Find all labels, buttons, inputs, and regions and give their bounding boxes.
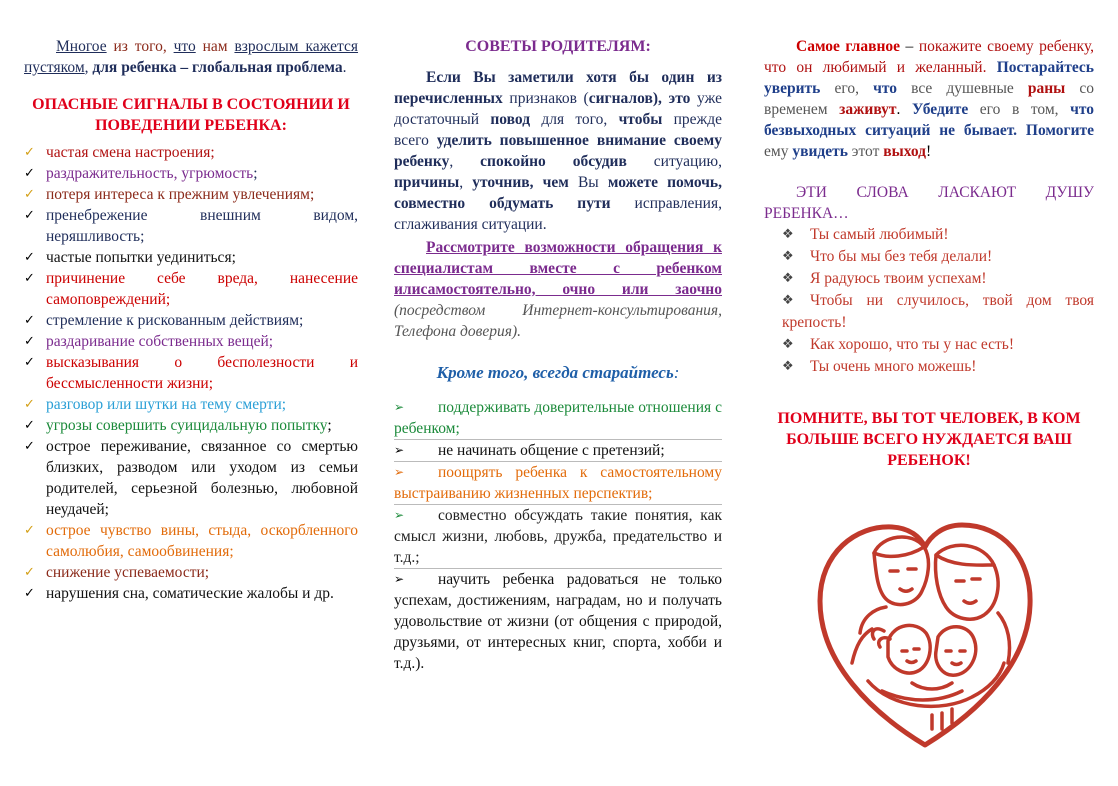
signal-text: разговор или шутки на тему смерти; <box>46 396 287 413</box>
main-bold: заживут <box>839 101 897 118</box>
advice-text: Вы <box>568 174 608 191</box>
intro-word-what: что <box>173 38 196 55</box>
signal-text: причинение себе вреда, нанесение самоповреждений; <box>46 270 358 308</box>
family-heart-logo <box>812 513 1038 753</box>
main-bold: что <box>873 80 897 97</box>
advice-bold: можете помочь, совместно обдумать пути <box>394 174 722 212</box>
danger-signals-list <box>24 142 358 604</box>
advice-bold: спокойно обсудив <box>480 153 627 170</box>
kind-word-text: Что бы мы без тебя делали! <box>810 248 993 265</box>
list-item <box>24 562 358 583</box>
main-bold: Убедите <box>911 101 969 118</box>
diamond-icon: ❖ <box>782 249 794 264</box>
list-item <box>24 205 358 247</box>
tip-text: поощрять ребенка к самостоятельному выстраиванию жизненных перспектив; <box>394 464 722 502</box>
check-icon: ✓ <box>24 271 35 286</box>
check-icon: ✓ <box>24 313 35 328</box>
always-try-heading <box>394 362 722 383</box>
check-icon: ✓ <box>24 145 35 160</box>
list-item <box>782 224 1094 246</box>
check-icon: ✓ <box>24 355 35 370</box>
main-dash: – <box>900 38 919 55</box>
main-text: все душевные <box>896 80 1028 97</box>
list-item <box>394 505 722 568</box>
tip-text: научить ребенка радоваться не только успехам, достижениям, наградам, но и получать удовольствие от жизни (от общения с природой, друзьями, от интересных книг, спорта, хобби и т.д.). <box>394 571 722 672</box>
danger-signals-heading: ОПАСНЫЕ СИГНАЛЫ В СОСТОЯНИИ И ПОВЕДЕНИИ РЕБЕНКА: <box>32 96 350 134</box>
list-item <box>24 520 358 562</box>
specialists-note: (посредством Интернет-консультирования, Телефона доверия). <box>394 302 722 340</box>
check-icon: ✓ <box>24 565 35 580</box>
tips-list <box>394 397 722 674</box>
signal-text: стремление к рискованным действиям; <box>46 312 304 329</box>
check-icon: ✓ <box>24 439 35 454</box>
check-icon: ✓ <box>24 166 35 181</box>
arrow-icon: ➢ <box>394 443 405 457</box>
main-text: ему <box>764 143 793 160</box>
signal-text: частая смена настроения; <box>46 144 215 161</box>
diamond-icon: ❖ <box>782 271 794 286</box>
advice-text: признаков ( <box>502 90 589 107</box>
list-item <box>24 394 358 415</box>
list-item <box>24 184 358 205</box>
intro-paragraph <box>24 36 358 78</box>
advice-bold: повод <box>490 111 531 128</box>
specialists-paragraph <box>394 237 722 342</box>
main-text: со временем <box>764 80 1094 118</box>
signal-text: раздаривание собственных вещей; <box>46 333 274 350</box>
check-icon: ✓ <box>24 397 35 412</box>
list-item <box>24 163 358 184</box>
advice-text: прежде всего <box>394 111 723 149</box>
tip-text: поддерживать доверительные отношения с ребенком; <box>394 399 722 437</box>
check-icon: ✓ <box>24 586 35 601</box>
diamond-icon: ❖ <box>782 227 794 242</box>
signal-text: высказывания о бесполезности и бессмысленности жизни; <box>46 354 358 392</box>
column-left <box>24 36 358 604</box>
tip-text: не начинать общение с претензий; <box>438 442 665 459</box>
main-text: . <box>896 101 912 118</box>
intro-text: из того, <box>113 38 167 55</box>
list-item <box>24 310 358 331</box>
intro-word-trifle: пустяком <box>24 59 85 76</box>
list-item <box>394 397 722 439</box>
intro-comma: , <box>84 59 93 76</box>
main-message <box>764 36 1094 162</box>
always-try-colon: : <box>673 363 680 382</box>
kind-words-title: ЭТИ СЛОВА ЛАСКАЮТ ДУШУ РЕБЕНКА… <box>764 184 1094 222</box>
advice-bold: уделить повышенное внимание своему ребенку <box>394 132 722 170</box>
advice-bold: Если Вы заметили хотя бы один из перечисленных <box>394 69 722 107</box>
always-try-text: Кроме того, всегда старайтесь <box>436 363 674 382</box>
advice-bold: причины <box>394 174 460 191</box>
diamond-icon: ❖ <box>782 293 794 308</box>
list-item <box>394 440 722 461</box>
list-item <box>24 247 358 268</box>
signal-text: потеря интереса к прежним увлечениям; <box>46 186 315 203</box>
column-right <box>764 36 1094 471</box>
kind-words-list <box>764 224 1094 378</box>
main-text: покажите своему ребенку, что он любимый и желанный. <box>764 38 1095 76</box>
check-icon: ✓ <box>24 334 35 349</box>
main-bold: выход <box>883 143 926 160</box>
intro-bold: для ребенка – глобальная проблема <box>92 59 343 76</box>
check-icon: ✓ <box>24 418 35 433</box>
advice-text: ситуацию, <box>626 153 723 170</box>
main-text: ! <box>926 143 932 160</box>
kind-word-text: Чтобы ни случилось, твой дом твоя крепость! <box>782 292 1094 331</box>
kind-word-text: Я радуюсь твоим успехам! <box>810 270 987 287</box>
main-text: этот <box>847 143 884 160</box>
list-item <box>394 462 722 504</box>
signal-text: снижение успеваемости; <box>46 564 210 581</box>
signal-text: угрозы совершить суицидальную попытку <box>46 417 328 434</box>
kind-word-text: Как хорошо, что ты у нас есть! <box>810 336 1015 353</box>
advice-bold: уточнив, чем <box>472 174 569 191</box>
tip-text: совместно обсуждать такие понятия, как смысл жизни, любовь, дружба, предательство и т.д.; <box>394 507 722 566</box>
main-bold: Постарайтесь уверить <box>764 59 1094 97</box>
arrow-icon: ➢ <box>394 508 405 522</box>
diamond-icon: ❖ <box>782 337 794 352</box>
list-item <box>782 356 1094 378</box>
intro-word-adults: взрослым кажется <box>234 38 359 55</box>
signal-text: пренебрежение внешним видом, неряшливость; <box>46 207 358 245</box>
column-middle <box>394 36 722 674</box>
main-bold: что безвыходных ситуаций не бывает. Помогите <box>764 101 1094 139</box>
signal-semicolon: ; <box>327 417 332 434</box>
advice-paragraph <box>394 67 722 235</box>
advice-bold: сигналов), это <box>588 90 691 107</box>
advice-text: для того, <box>530 111 619 128</box>
signal-semicolon: ; <box>253 165 258 182</box>
main-text: его, <box>820 80 874 97</box>
specialists-text: Рассмотрите возможности обращения к специалистам вместе с ребенком илисамостоятельно, очно или заочно <box>394 239 722 298</box>
advice-text: , <box>459 174 473 191</box>
signal-text: острое переживание, связанное со смертью близких, разводом или уходом из семьи родителей, серьезной болезнью, любовной неудачей; <box>46 438 358 518</box>
list-item <box>24 415 358 436</box>
advice-title: СОВЕТЫ РОДИТЕЛЯМ: <box>465 38 651 55</box>
check-icon: ✓ <box>24 250 35 265</box>
list-item <box>24 331 358 352</box>
signal-text: частые попытки уединиться; <box>46 249 236 266</box>
list-item <box>782 268 1094 290</box>
intro-word-many: Многое <box>56 38 107 55</box>
kind-word-text: Ты очень много можешь! <box>810 358 977 375</box>
kind-word-text: Ты самый любимый! <box>810 226 949 243</box>
arrow-icon: ➢ <box>394 400 405 414</box>
intro-period: . <box>342 59 347 76</box>
main-text: его в том, <box>968 101 1071 118</box>
check-icon: ✓ <box>24 523 35 538</box>
arrow-icon: ➢ <box>394 465 405 479</box>
diamond-icon: ❖ <box>782 359 794 374</box>
list-item <box>24 352 358 394</box>
signal-text: острое чувство вины, стыда, оскорбленного самолюбия, самообвинения; <box>46 522 358 560</box>
main-bold: раны <box>1027 80 1066 97</box>
arrow-icon: ➢ <box>394 572 405 586</box>
list-item <box>24 436 358 520</box>
list-item <box>782 334 1094 356</box>
list-item <box>782 246 1094 268</box>
advice-text: исправления, сглаживания ситуации. <box>394 195 722 233</box>
list-item <box>394 569 722 674</box>
main-bold: увидеть <box>792 143 848 160</box>
check-icon: ✓ <box>24 187 35 202</box>
list-item <box>24 583 358 604</box>
main-bold: Самое главное <box>796 38 901 55</box>
advice-bold: чтобы <box>618 111 663 128</box>
remember-heading: ПОМНИТЕ, ВЫ ТОТ ЧЕЛОВЕК, В КОМ БОЛЬШЕ ВСЕГО НУЖДАЕТСЯ ВАШ РЕБЕНОК! <box>777 410 1081 469</box>
list-item <box>24 268 358 310</box>
intro-text: нам <box>202 38 228 55</box>
list-item <box>782 290 1094 334</box>
signal-text: нарушения сна, соматические жалобы и др. <box>46 585 334 602</box>
signal-text: раздражительность, угрюмость <box>46 165 254 182</box>
advice-text: уже достаточный <box>394 90 722 128</box>
list-item <box>24 142 358 163</box>
check-icon: ✓ <box>24 208 35 223</box>
advice-text: , <box>449 153 481 170</box>
